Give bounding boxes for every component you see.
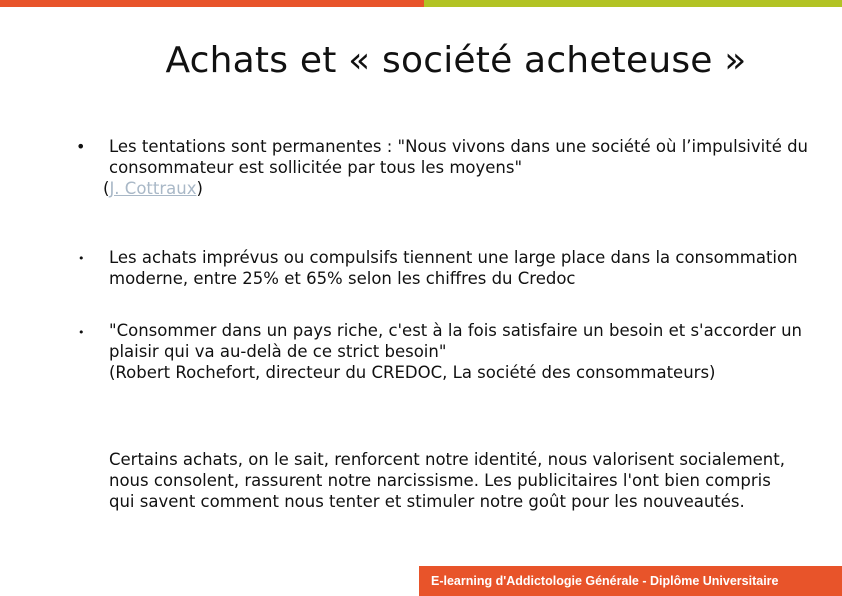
footer-banner: E-learning d'Addictologie Générale - Diplôme Universitaire — [419, 566, 842, 596]
closing-paragraph: Certains achats, on le sait, renforcent notre identité, nous valorisent socialement, nous consolent, rassurent notre narcissisme. Les publicitaires l'ont bien compris qui savent comment nous tenter et stimuler notre goût pour les nouveautés. — [109, 450, 785, 511]
citation-open-paren: ( — [103, 179, 110, 198]
bullet-marker: • — [76, 137, 86, 156]
bullet-1-citation — [103, 178, 809, 199]
bullet-1-text — [103, 136, 809, 199]
top-bar-green-segment — [424, 0, 842, 7]
slide-title: Achats et « société acheteuse » — [165, 40, 747, 81]
bullet-marker: • — [78, 252, 85, 265]
bullet-3-source: (Robert Rochefort, directeur du CREDOC, La société des consommateurs) — [109, 363, 716, 382]
bullet-3-text — [109, 320, 809, 383]
bullet-marker: • — [78, 326, 85, 339]
top-color-bar — [0, 0, 842, 7]
bullet-3-quote: "Consommer dans un pays riche, c'est à la fois satisfaire un besoin et s'accorder un plaisir qui va au-delà de ce strict besoin" — [109, 321, 802, 361]
citation-close-paren: ) — [196, 179, 203, 198]
cottraux-link[interactable]: J. Cottraux — [109, 179, 197, 198]
top-bar-orange-segment — [0, 0, 424, 7]
bullet-2-text: Les achats imprévus ou compulsifs tiennent une large place dans la consommation moderne, entre 25% et 65% selon les chiffres du Credoc — [109, 248, 798, 288]
bullet-1-body: Les tentations sont permanentes : "Nous vivons dans une société où l’impulsivité du consommateur est sollicitée par tous les moyens" — [109, 137, 809, 177]
